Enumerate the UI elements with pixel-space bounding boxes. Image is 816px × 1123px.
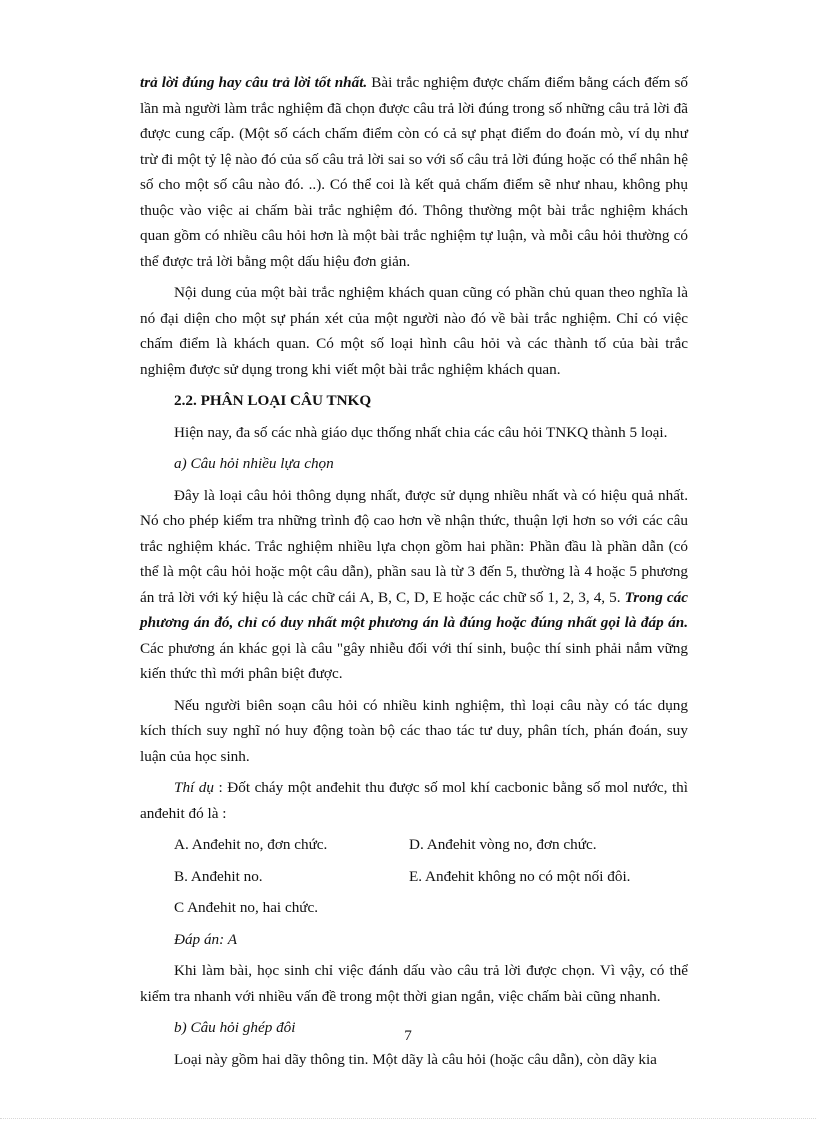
example-text: : Đốt cháy một anđehit thu được số mol khí cacbonic bằng số mol nước, thì anđehit đó là : bbox=[140, 779, 688, 822]
subheading-a: a) Câu hỏi nhiều lựa chọn bbox=[174, 455, 334, 472]
option-b: B. Anđehit no. bbox=[174, 867, 263, 885]
paragraph-1 bbox=[140, 70, 688, 274]
example-question bbox=[140, 775, 688, 826]
paragraph-text: Bài trắc nghiệm được chấm điểm bằng cách đếm số lần mà người làm trắc nghiệm đã chọn được câu trả lời đúng trong số những câu trả lời đã được cung cấp. (Một số cách chấm điểm còn có cả sự phạt điểm do đoán mò, ví dụ như trừ đi một tỷ lệ nào đó của số câu trả lời sai so với số câu trả lời đúng hoặc có thể nhân hệ số cho một số câu nào đó. ..). Có thể coi là kết quả chấm điểm sẽ như nhau, không phụ thuộc vào việc ai chấm bài trắc nghiệm đó. Thông thường một bài trắc nghiệm khách quan gồm có nhiều câu hỏi hơn là một bài trắc nghiệm tự luận, và mỗi câu hỏi thường có thể được trả lời bằng một dấu hiệu đơn giản. bbox=[140, 74, 689, 270]
option-a: A. Anđehit no, đơn chức. bbox=[174, 836, 328, 853]
emphasis-text: trả lời đúng hay câu trả lời tốt nhất. bbox=[140, 74, 368, 91]
subheading-b: b) Câu hỏi ghép đôi bbox=[174, 1019, 296, 1036]
answer-line: Đáp án: A bbox=[174, 930, 237, 948]
paragraph-5: Nếu người biên soạn câu hỏi có nhiều kinh nghiệm, thì loại câu này có tác dụng kích thích suy nghĩ nó huy động toàn bộ các thao tác tư duy, phân tích, phán đoán, suy luận của học sinh. bbox=[140, 696, 688, 765]
option-d: D. Anđehit vòng no, đơn chức. bbox=[409, 836, 597, 853]
example-label: Thí dụ bbox=[174, 779, 214, 796]
option-e: E. Anđehit không no có một nối đôi. bbox=[409, 867, 631, 885]
section-heading: 2.2. PHÂN LOẠI CÂU TNKQ bbox=[174, 392, 372, 409]
paragraph-3: Hiện nay, đa số các nhà giáo dục thống nhất chia các câu hỏi TNKQ thành 5 loại. bbox=[174, 423, 668, 441]
paragraph-2: Nội dung của một bài trắc nghiệm khách quan cũng có phần chủ quan theo nghĩa là nó đại diện cho một sự phán xét của một người nào đó về bài trắc nghiệm. Chỉ có việc chấm điểm là khách quan. Có một số loại hình câu hỏi và các thành tố của bài trắc nghiệm được sử dụng trong khi viết một bài trắc nghiệm khách quan. bbox=[140, 284, 688, 378]
options-row-3 bbox=[174, 895, 688, 921]
paragraph-6: Khi làm bài, học sinh chỉ việc đánh dấu vào câu trả lời được chọn. Vì vậy, có thể kiểm tra nhanh với nhiều vấn đề trong một thời gian ngắn, việc chấm bài cũng nhanh. bbox=[140, 962, 688, 1005]
paragraph-7: Loại này gồm hai dãy thông tin. Một dãy là câu hỏi (hoặc câu dẫn), còn dãy kia bbox=[174, 1050, 657, 1068]
paragraph-4 bbox=[140, 483, 688, 687]
document-body bbox=[140, 70, 688, 1078]
page-edge bbox=[0, 1118, 816, 1119]
options-row-2 bbox=[174, 864, 688, 890]
page-number: 7 bbox=[404, 1027, 412, 1044]
emphasis-text: Trong các phương án đó, chỉ có duy nhất một phương án là đúng hoặc đúng nhất gọi là đáp án. bbox=[140, 588, 688, 631]
option-c: C Anđehit no, hai chức. bbox=[174, 899, 319, 916]
options-row-1 bbox=[174, 832, 688, 858]
paragraph-text: Đây là loại câu hỏi thông dụng nhất, được sử dụng nhiều nhất và có hiệu quả nhất. Nó cho phép kiểm tra những trình độ cao hơn về nhận thức, thuận lợi hơn so với các câu trắc nghiệm khác. Trắc nghiệm nhiều lựa chọn gồm hai phần: Phần đầu là phần dẫn (có thể là một câu hỏi hoặc một câu dẫn), phần sau là từ 3 đến 5, thường là 4 hoặc 5 phương án trả lời với ký hiệu là các chữ cái A, B, C, D, E hoặc các chữ số 1, 2, 3, 4, 5. bbox=[140, 486, 688, 606]
paragraph-text: Các phương án khác gọi là câu "gây nhiễu đối với thí sinh, buộc thí sinh phải nắm vững kiến thức thì mới phân biệt được. bbox=[140, 639, 688, 682]
